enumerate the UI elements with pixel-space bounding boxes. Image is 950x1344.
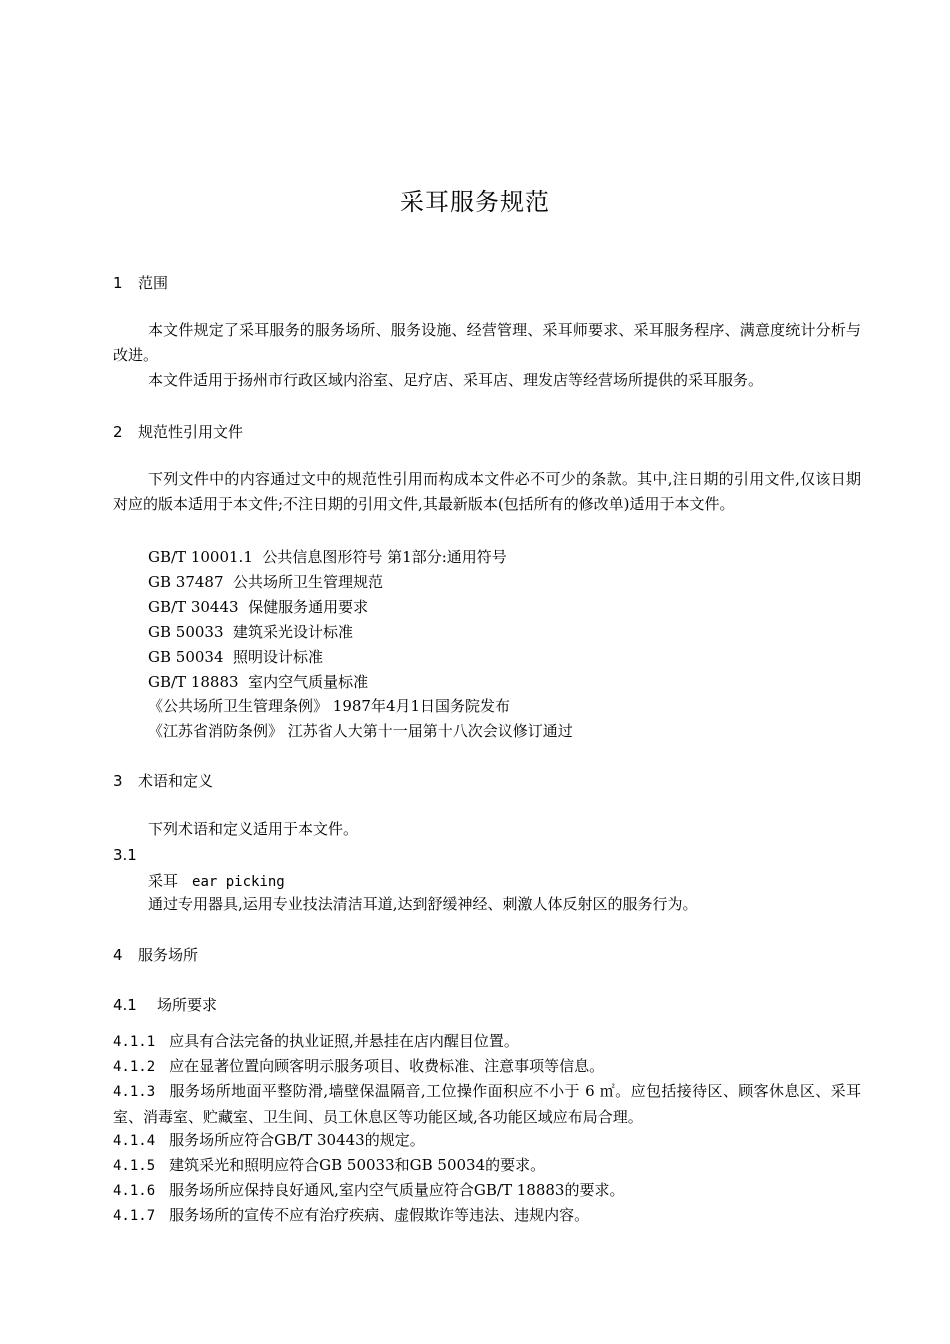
section-number: 2 [113, 423, 123, 441]
reference-item: GB 37487 公共场所卫生管理规范 [148, 573, 384, 591]
clause-number: 4.1.7 [113, 1208, 156, 1224]
term-heading [148, 870, 285, 891]
clause [113, 1153, 861, 1179]
subsection-4-1-heading [113, 994, 217, 1015]
clause [113, 1203, 861, 1229]
section-2-intro: 下列文件中的内容通过文中的规范性引用而构成本文件必不可少的条款。其中,注日期的引用文件,仅该日期对应的版本适用于本文件;不注日期的引用文件,其最新版本(包括所有的修改单)适用于本文件。 [113, 470, 861, 513]
section-3-intro: 下列术语和定义适用于本文件。 [148, 820, 359, 838]
reference-item: GB/T 10001.1 公共信息图形符号 第1部分:通用符号 [148, 548, 507, 566]
section-number: 4 [113, 946, 123, 964]
subsection-title: 场所要求 [157, 996, 218, 1014]
clause [113, 1029, 861, 1055]
section-number: 3 [113, 772, 123, 790]
clause-number: 4.1.4 [113, 1133, 156, 1149]
subsection-number: 4.1 [113, 996, 137, 1014]
clause-text: 服务场所应保持良好通风,室内空气质量应符合GB/T 18883的要求。 [169, 1181, 625, 1199]
clause-number: 4.1.3 [113, 1084, 156, 1100]
clause-text: 应具有合法完备的执业证照,并悬挂在店内醒目位置。 [169, 1032, 519, 1050]
section-title: 范围 [138, 274, 169, 292]
clause-text: 服务场所应符合GB/T 30443的规定。 [169, 1131, 425, 1149]
clause-number: 4.1.5 [113, 1158, 156, 1174]
reference-item: GB/T 18883 室内空气质量标准 [148, 673, 369, 691]
term-chinese: 采耳 [148, 872, 179, 890]
section-1-heading [113, 272, 168, 293]
term-english: ear picking [192, 874, 285, 890]
section-1-paragraph-2: 本文件适用于扬州市行政区域内浴室、足疗店、采耳店、理发店等经营场所提供的采耳服务。 [148, 371, 764, 389]
clause-number: 4.1.6 [113, 1183, 156, 1199]
reference-item: 《公共场所卫生管理条例》 1987年4月1日国务院发布 [148, 697, 511, 715]
clause [113, 1178, 861, 1204]
section-2-heading [113, 421, 243, 442]
clause-text: 建筑采光和照明应符合GB 50033和GB 50034的要求。 [169, 1156, 546, 1174]
clause-text: 服务场所地面平整防滑,墙壁保温隔音,工位操作面积应不小于 6 ㎡。应包括接待区、顾客休息区、采耳室、消毒室、贮藏室、卫生间、员工休息区等功能区域,各功能区域应布局合理。 [113, 1082, 861, 1126]
section-title: 术语和定义 [138, 772, 214, 790]
term-number: 3.1 [113, 846, 137, 864]
document-title: 采耳服务规范 [400, 188, 550, 216]
clause-text: 服务场所的宣传不应有治疗疾病、虚假欺诈等违法、违规内容。 [169, 1206, 590, 1224]
section-title: 规范性引用文件 [138, 423, 244, 441]
section-4-heading [113, 944, 198, 965]
reference-item: GB 50034 照明设计标准 [148, 648, 324, 666]
clause-number: 4.1.2 [113, 1059, 156, 1075]
reference-item: 《江苏省消防条例》 江苏省人大第十一届第十八次会议修订通过 [148, 722, 573, 740]
section-3-heading [113, 770, 213, 791]
reference-item: GB/T 30443 保健服务通用要求 [148, 598, 369, 616]
clause-text: 应在显著位置向顾客明示服务项目、收费标准、注意事项等信息。 [169, 1057, 605, 1075]
clause [113, 1079, 861, 1130]
term-definition: 通过专用器具,运用专业技法清洁耳道,达到舒缓神经、刺激人体反射区的服务行为。 [148, 895, 698, 913]
clause-number: 4.1.1 [113, 1034, 156, 1050]
section-number: 1 [113, 274, 123, 292]
section-title: 服务场所 [138, 946, 199, 964]
reference-item: GB 50033 建筑采光设计标准 [148, 623, 354, 641]
section-1-paragraph-1: 本文件规定了采耳服务的服务场所、服务设施、经营管理、采耳师要求、采耳服务程序、满意度统计分析与改进。 [113, 321, 861, 364]
clause [113, 1054, 861, 1080]
clause [113, 1128, 861, 1154]
